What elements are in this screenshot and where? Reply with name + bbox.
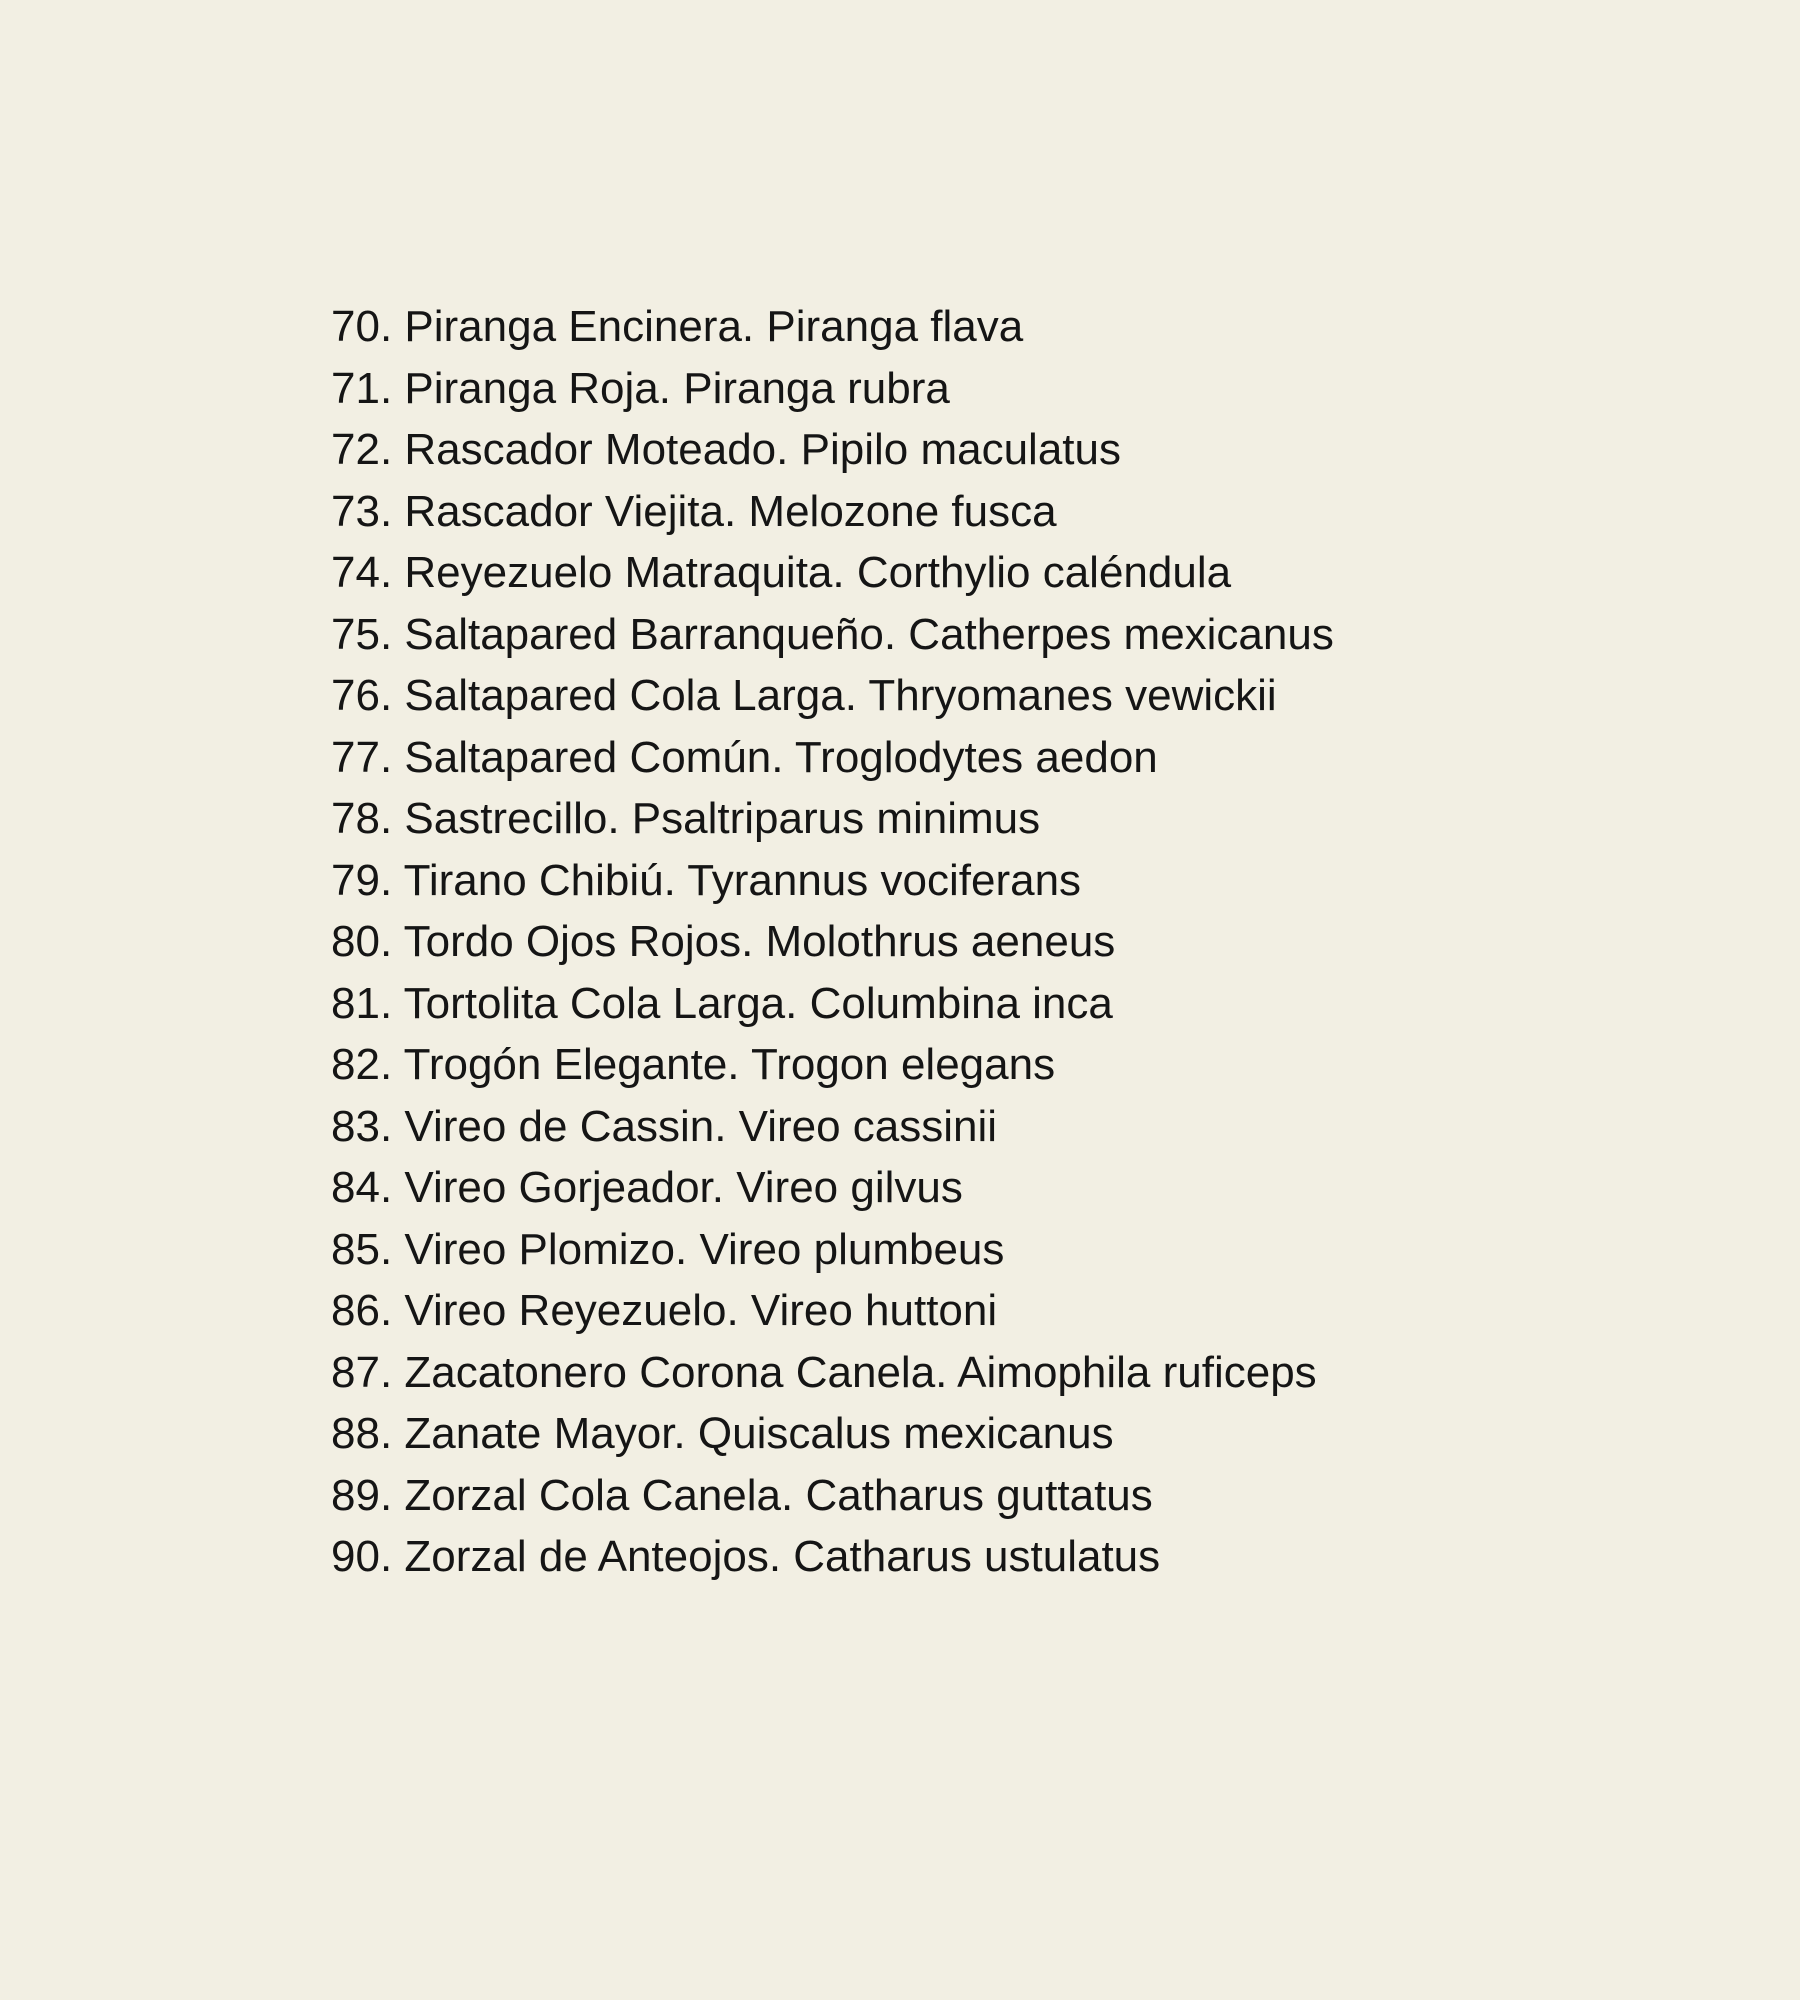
- list-item: 78. Sastrecillo. Psaltriparus minimus: [331, 794, 1041, 843]
- list-item: 73. Rascador Viejita. Melozone fusca: [331, 486, 1057, 536]
- list-item: 84. Vireo Gorjeador. Vireo gilvus: [331, 1163, 963, 1212]
- list-item: 90. Zorzal de Anteojos. Catharus ustulatus: [331, 1532, 1161, 1581]
- list-item: 82. Trogón Elegante. Trogon elegans: [331, 1040, 1056, 1089]
- list-item: 83. Vireo de Cassin. Vireo cassinii: [331, 1101, 998, 1151]
- list-item: 74. Reyezuelo Matraquita. Corthylio caléndula: [331, 548, 1232, 597]
- list-item: 85. Vireo Plomizo. Vireo plumbeus: [331, 1224, 1005, 1274]
- list-item: 77. Saltapared Común. Troglodytes aedon: [331, 732, 1158, 782]
- list-item: 71. Piranga Roja. Piranga rubra: [331, 363, 950, 413]
- list-item: 75. Saltapared Barranqueño. Catherpes mexicanus: [331, 609, 1334, 659]
- list-item: 88. Zanate Mayor. Quiscalus mexicanus: [331, 1409, 1114, 1458]
- species-list: [331, 296, 1334, 1588]
- list-item: 70. Piranga Encinera. Piranga flava: [331, 302, 1024, 351]
- list-item: 79. Tirano Chibiú. Tyrannus vociferans: [331, 855, 1082, 905]
- list-item: 80. Tordo Ojos Rojos. Molothrus aeneus: [331, 917, 1116, 966]
- list-item: 89. Zorzal Cola Canela. Catharus guttatus: [331, 1470, 1153, 1520]
- list-item: 86. Vireo Reyezuelo. Vireo huttoni: [331, 1286, 998, 1335]
- list-item: 76. Saltapared Cola Larga. Thryomanes vewickii: [331, 671, 1277, 720]
- list-item: 81. Tortolita Cola Larga. Columbina inca: [331, 978, 1113, 1028]
- list-item: 72. Rascador Moteado. Pipilo maculatus: [331, 425, 1121, 474]
- list-item: 87. Zacatonero Corona Canela. Aimophila ruficeps: [331, 1347, 1317, 1397]
